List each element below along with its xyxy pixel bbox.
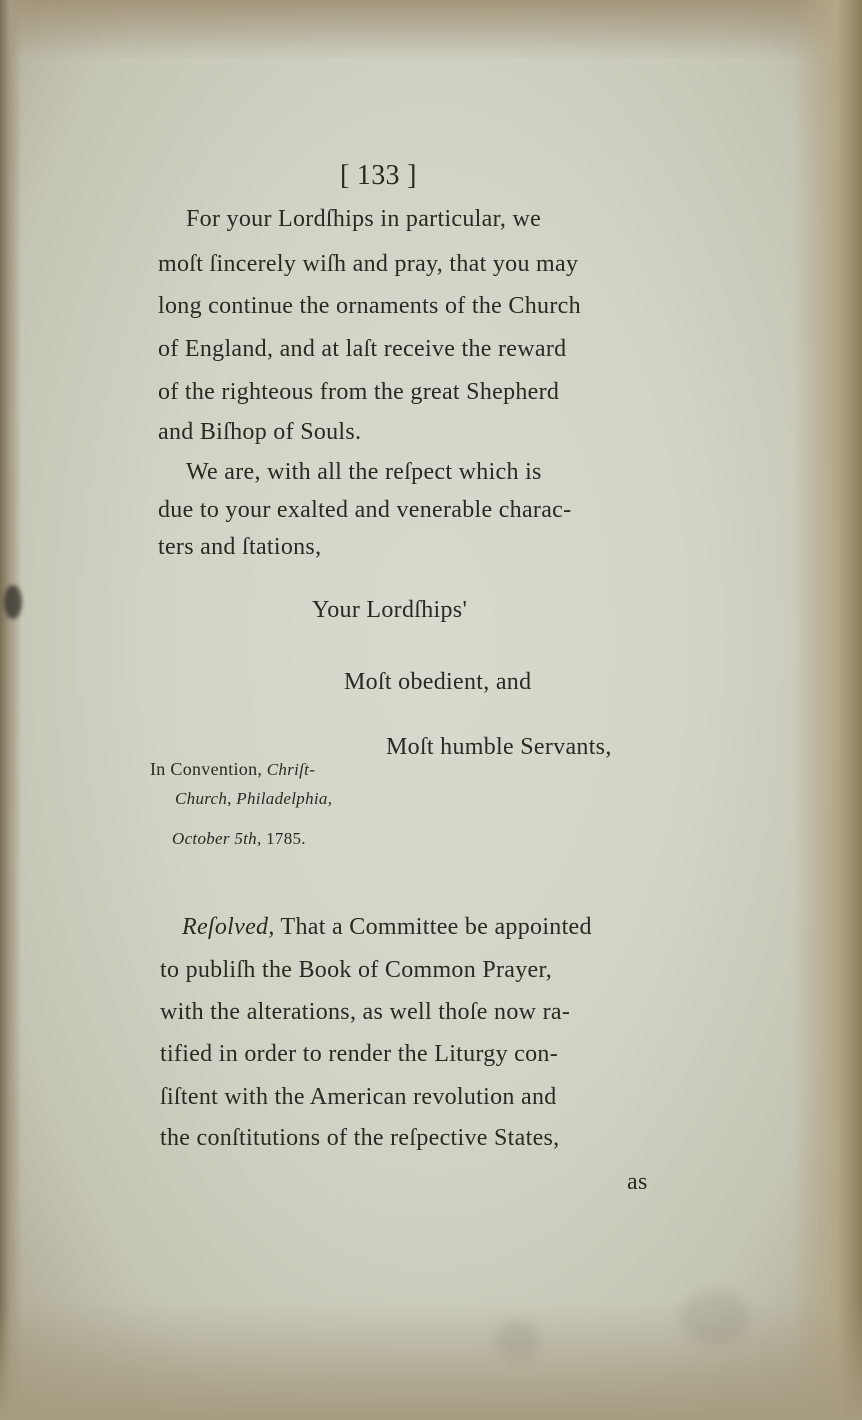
page-edge-top <box>0 0 862 60</box>
resolution-line: Reſolved, That a Committee be appointed <box>182 914 592 940</box>
paragraph-line: due to your exalted and venerable charac- <box>158 497 572 523</box>
resolution-line: the conſtitutions of the reſpective States, <box>160 1125 560 1151</box>
dateline: In Convention, Chriſt- <box>150 759 316 779</box>
stain-mark <box>495 1320 540 1360</box>
resolution-line: ſiſtent with the American revolution and <box>160 1084 557 1110</box>
closing-salutation: Your Lordſhips' <box>312 597 468 623</box>
closing-line: Moſt obedient, and <box>344 669 532 695</box>
resolution-line: with the alterations, as well thoſe now ra- <box>160 999 571 1025</box>
paragraph-line: long continue the ornaments of the Church <box>158 293 581 319</box>
dateline: Church, Philadelphia, <box>175 789 333 808</box>
paragraph-line: of the righteous from the great Shepherd <box>158 379 560 405</box>
paragraph-line: and Biſhop of Souls. <box>158 419 362 445</box>
resolution-line: to publiſh the Book of Common Prayer, <box>160 957 553 983</box>
catchword: as <box>627 1169 648 1195</box>
paragraph-line: ters and ſtations, <box>158 534 322 560</box>
dateline: October 5th, 1785. <box>172 829 306 848</box>
paragraph-line: of England, and at laſt receive the reward <box>158 336 567 362</box>
margin-mark <box>4 585 22 619</box>
page-edge-left <box>0 0 22 1420</box>
closing-line: Moſt humble Servants, <box>386 734 612 760</box>
resolution-line: tified in order to render the Liturgy con- <box>160 1041 559 1067</box>
page-edge-right <box>792 0 862 1420</box>
paragraph-line: We are, with all the reſpect which is <box>186 459 542 485</box>
paragraph-line: For your Lordſhips in particular, we <box>186 206 542 232</box>
stain-mark <box>680 1290 750 1345</box>
page-number: [ 133 ] <box>340 160 417 191</box>
paragraph-line: moſt ſincerely wiſh and pray, that you may <box>158 251 579 277</box>
